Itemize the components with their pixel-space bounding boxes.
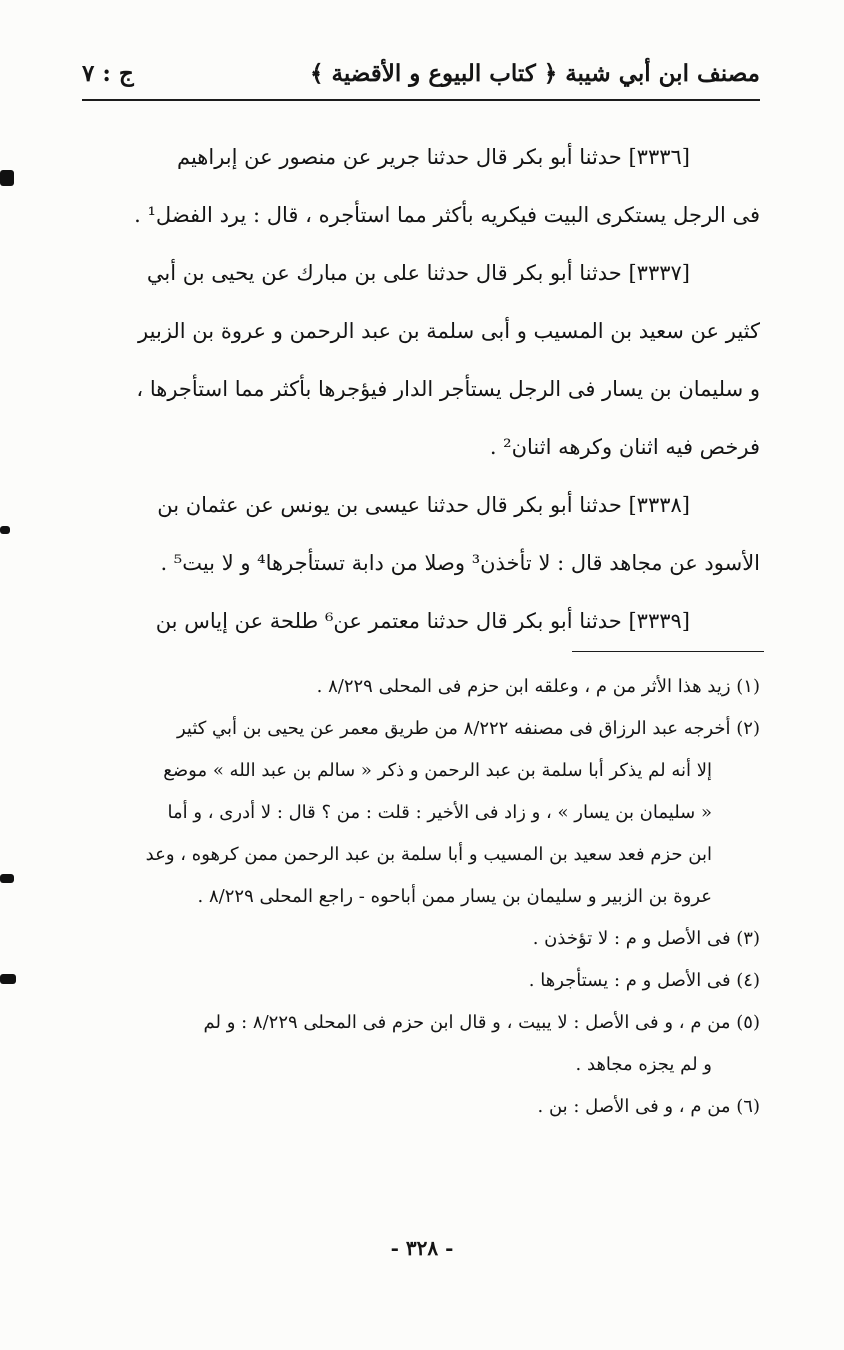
footnote-3: (٣) فى الأصل و م : لا تؤخذن .: [532, 928, 760, 949]
hadith-3338-line-1: [٣٣٣٨] حدثنا أبو بكر قال حدثنا عيسى بن يونس عن عثمان بن: [157, 493, 690, 517]
footnote-2-cont: « سليمان بن يسار » ، و زاد فى الأخير : قلت : من ؟ قال : لا أدرى ، و أما: [167, 802, 712, 823]
hadith-3337-line-3: و سليمان بن يسار فى الرجل يستأجر الدار فيؤجرها بأكثر مما استأجرها ،: [136, 377, 760, 401]
hadith-3338-line-2: الأسود عن مجاهد قال : لا تأخذن³ وصلا من دابة تستأجرها⁴ و لا بيت⁵ .: [160, 551, 760, 575]
page-number: - ٣٢٨ -: [390, 1236, 454, 1260]
footnote-6: (٦) من م ، و فى الأصل : بن .: [537, 1096, 760, 1117]
footnote-2-cont: ابن حزم فعد سعيد بن المسيب و أبا سلمة بن عبد الرحمن ممن كرهوه ، وعد: [145, 844, 712, 865]
running-header: [82, 52, 760, 98]
footnote-2-cont: عروة بن الزبير و سليمان بن يسار ممن أباحوه - راجع المحلى ٨/٢٢٩ .: [197, 886, 712, 907]
book-title: مصنف ابن أبي شيبة: [565, 60, 760, 87]
footnotes: [84, 666, 760, 1128]
scan-mark: [0, 974, 16, 984]
hadith-3337-line-4: فرخص فيه اثنان وكرهه اثنان² .: [489, 435, 760, 459]
hadith-3337-line-2: كثير عن سعيد بن المسيب و أبى سلمة بن عبد الرحمن و عروة بن الزبير: [138, 319, 760, 343]
hadith-3336-line-1: [٣٣٣٦] حدثنا أبو بكر قال حدثنا جرير عن منصور عن إبراهيم: [176, 145, 690, 169]
footnote-4: (٤) فى الأصل و م : يستأجرها .: [528, 970, 760, 991]
main-text: [92, 128, 760, 650]
footnote-2-cont: إلا أنه لم يذكر أبا سلمة بن عبد الرحمن و ذكر « سالم بن عبد الله » موضع: [163, 760, 712, 781]
hadith-3337-line-1: [٣٣٣٧] حدثنا أبو بكر قال حدثنا على بن مبارك عن يحيى بن أبي: [146, 261, 690, 285]
footnote-1: (١) زيد هذا الأثر من م ، وعلقه ابن حزم فى المحلى ٨/٢٢٩ .: [316, 676, 760, 697]
header-rule: [82, 99, 760, 101]
footnote-5-cont: و لم يجزه مجاهد .: [575, 1054, 712, 1075]
scan-mark: [0, 170, 14, 186]
footnote-separator: [572, 651, 764, 652]
scan-mark: [0, 874, 14, 883]
hadith-3336-line-2: فى الرجل يستكرى البيت فيكريه بأكثر مما استأجره ، قال : يرد الفضل¹ .: [134, 203, 760, 227]
section-title: ﴿ كتاب البيوع و الأقضية ﴾: [310, 60, 558, 87]
scan-mark: [0, 526, 10, 534]
footnote-5: (٥) من م ، و فى الأصل : لا يبيت ، و قال ابن حزم فى المحلى ٨/٢٢٩ : و لم: [203, 1012, 760, 1033]
hadith-3339-line-1: [٣٣٣٩] حدثنا أبو بكر قال حدثنا معتمر عن⁶ طلحة عن إياس بن: [155, 609, 690, 633]
volume-number: ج : ٧: [82, 60, 134, 87]
footnote-2: (٢) أخرجه عبد الرزاق فى مصنفه ٨/٢٢٢ من طريق معمر عن يحيى بن أبي كثير: [176, 718, 760, 739]
